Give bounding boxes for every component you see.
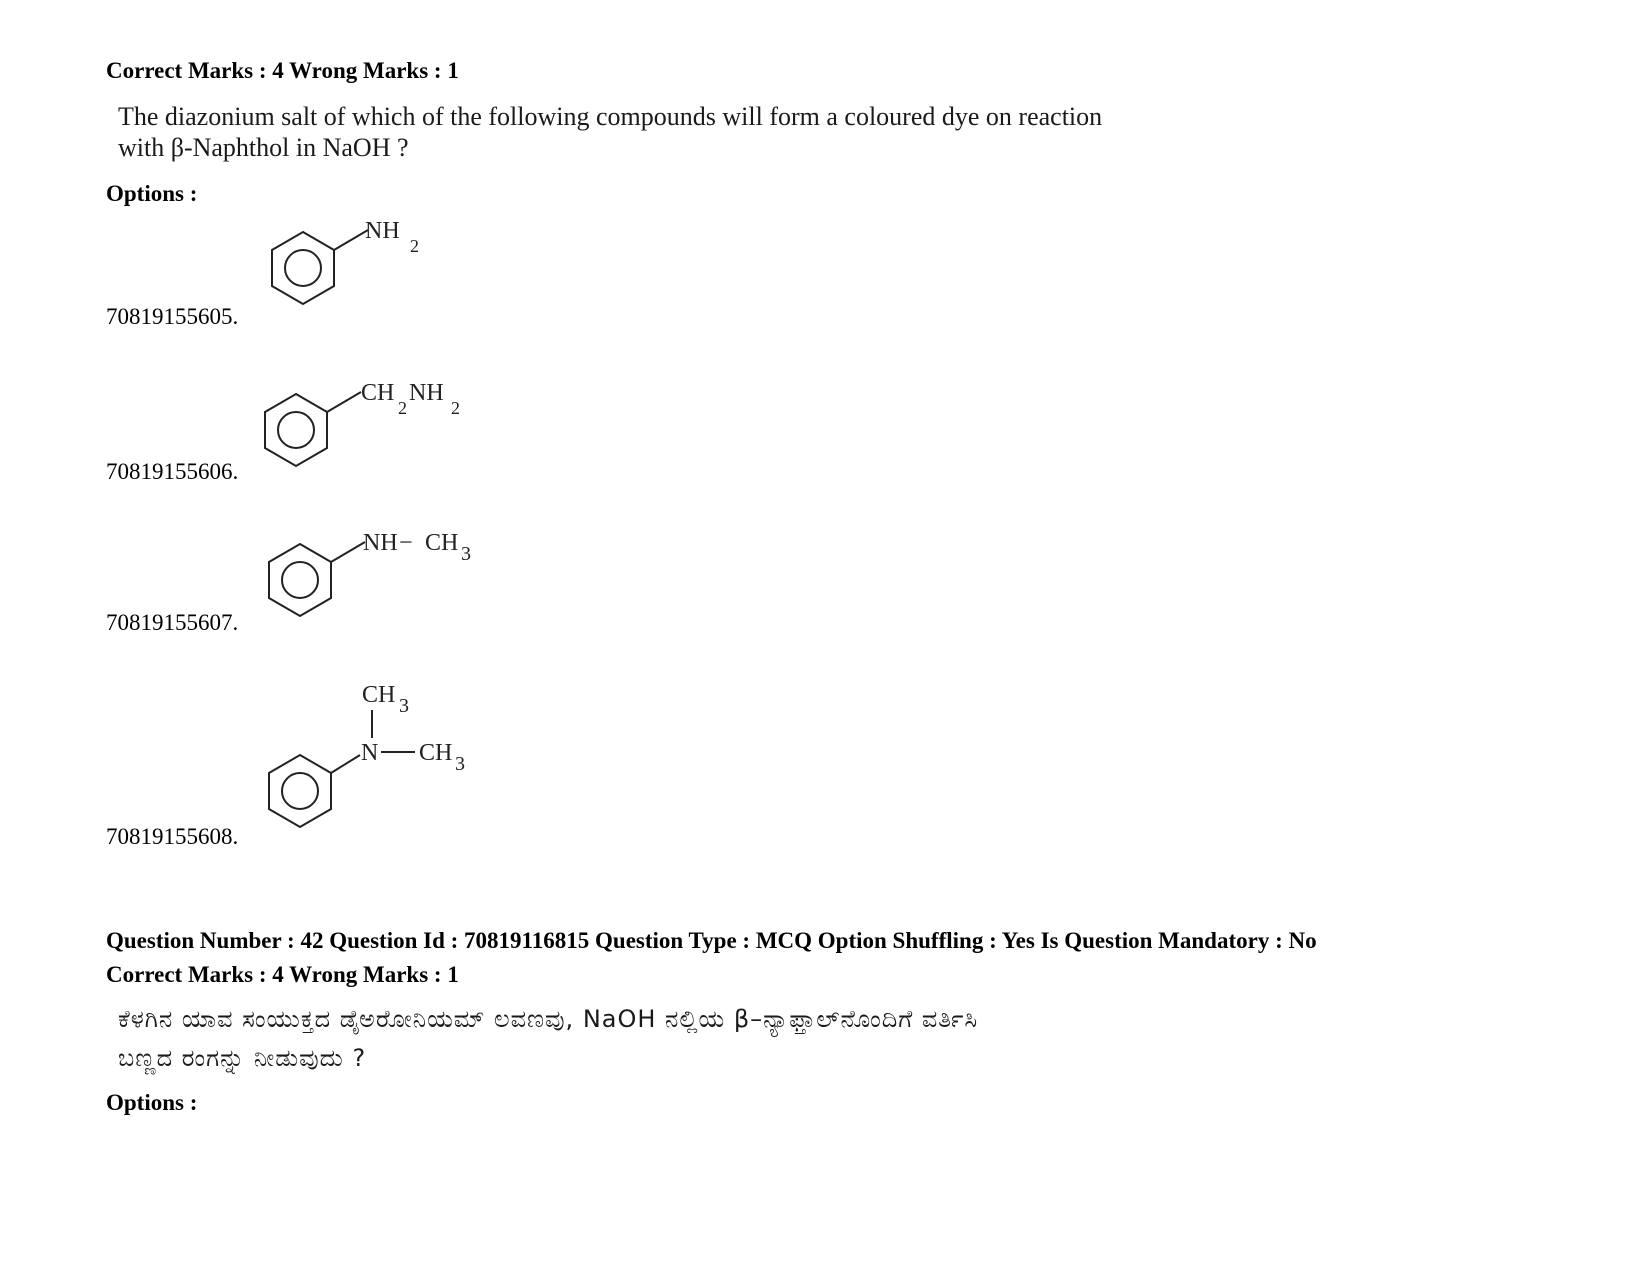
formula-subscript: 2 bbox=[410, 236, 419, 256]
formula-subscript: 3 bbox=[461, 543, 471, 565]
formula-text: CH bbox=[361, 380, 395, 406]
marks-line: Correct Marks : 4 Wrong Marks : 1 bbox=[106, 962, 459, 987]
formula-subscript: 3 bbox=[399, 695, 409, 717]
aniline-structure bbox=[260, 214, 430, 318]
n-n-dimethylaniline-structure bbox=[257, 675, 497, 837]
n-methylaniline-structure bbox=[257, 520, 497, 628]
formula-text: NH bbox=[365, 218, 400, 244]
question-text-line-1: The diazonium salt of which of the following compounds will form a coloured dye on reaction bbox=[118, 102, 1103, 131]
question-text-line-2: ಬಣ್ಣದ ರಂಗನ್ನು ನೀಡುವುದು ? bbox=[118, 1044, 367, 1072]
benzylamine-structure bbox=[253, 370, 483, 478]
formula-text: NH bbox=[363, 530, 398, 556]
formula-text: CH bbox=[419, 740, 453, 766]
formula-subscript: 3 bbox=[455, 753, 465, 775]
question-text-line-1: ಕೆಳಗಿನ ಯಾವ ಸಂಯುಕ್ತದ ಡೈಅರೋನಿಯಮ್ ಲವಣವು, NaOH ನಲ್ಲಿಯ β–ನ್ಯಾಫ್ತಾಲ್‌ನೊಂದಿಗೆ ವರ್ತಿಸಿ bbox=[118, 1005, 979, 1033]
formula-subscript: 2 bbox=[398, 398, 407, 418]
options-label: Options : bbox=[106, 1090, 198, 1115]
marks-line: Correct Marks : 4 Wrong Marks : 1 bbox=[106, 58, 459, 83]
question-header: Question Number : 42 Question Id : 70819116815 Question Type : MCQ Option Shuffling : Yes Is Question Mandatory : No bbox=[106, 928, 1317, 953]
option-id: 70819155606. bbox=[106, 459, 239, 484]
formula-text: CH bbox=[425, 530, 459, 556]
formula-text: NH bbox=[409, 380, 444, 406]
formula-subscript: 2 bbox=[451, 398, 460, 418]
formula-text: N bbox=[361, 740, 379, 766]
option-id: 70819155605. bbox=[106, 304, 239, 329]
option-id: 70819155608. bbox=[106, 824, 239, 849]
option-id: 70819155607. bbox=[106, 610, 239, 635]
question-text-line-2: with β-Naphthol in NaOH ? bbox=[118, 133, 409, 162]
formula-text: CH bbox=[362, 682, 396, 708]
formula-text: − bbox=[399, 530, 413, 556]
options-label: Options : bbox=[106, 181, 198, 206]
